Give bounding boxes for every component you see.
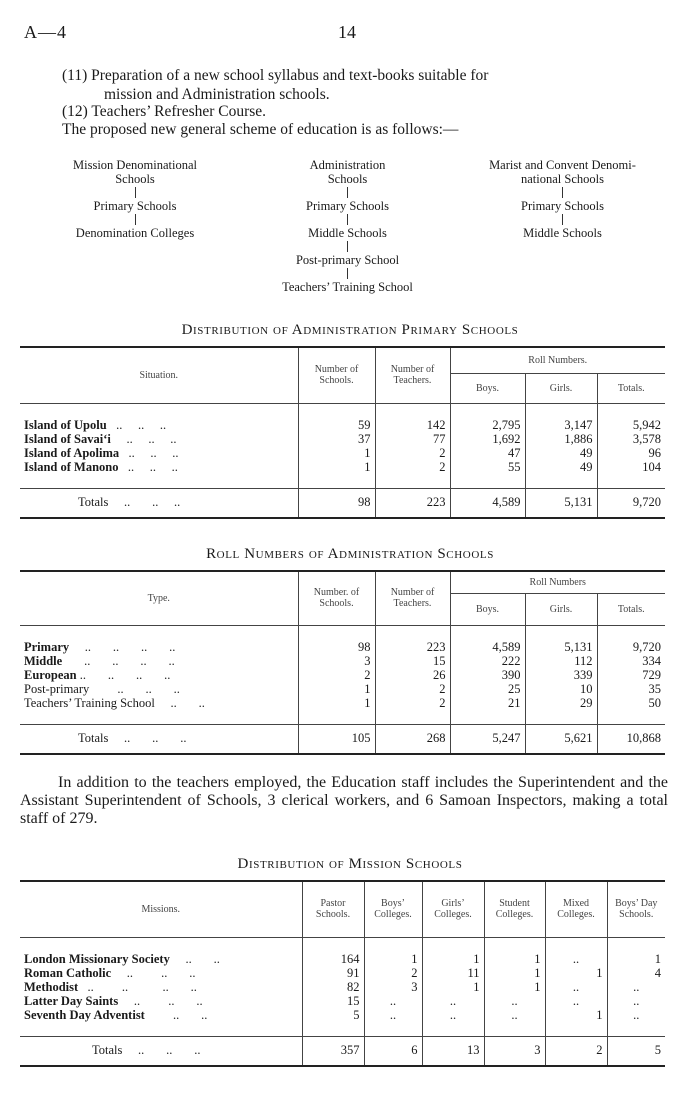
cell-boys: 222 [450, 654, 525, 668]
leader-dots: .. .. .. [111, 965, 196, 980]
cell-girls-colleges: 11 [422, 966, 484, 980]
cell-boys: 55 [450, 460, 525, 474]
table-row [20, 432, 665, 446]
table-row [20, 446, 665, 460]
leader-dots: .. .. .. .. [76, 667, 171, 682]
cell-teachers: 2 [375, 460, 450, 474]
table-row [20, 460, 665, 474]
table1-header-situation: Situation. [20, 347, 298, 403]
item-12: (12) Teachers’ Refresher Course. [62, 103, 267, 120]
cell-boys-colleges: 1 [364, 952, 422, 966]
table-row [20, 418, 665, 432]
leader-dots: .. .. .. [89, 681, 180, 696]
cell-girls: 112 [525, 654, 597, 668]
cell-totals: 35 [597, 682, 665, 696]
item-11-line2: mission and Administration schools. [104, 86, 330, 103]
row-label: Primary [24, 639, 70, 654]
row-label: Teachers’ Training School [24, 695, 155, 710]
table-row [20, 1008, 665, 1022]
cell-girls: 49 [525, 460, 597, 474]
cell-teachers: 142 [375, 418, 450, 432]
scheme-connector [562, 187, 563, 198]
cell-mixed-colleges: 1 [545, 1008, 607, 1022]
cell-totals: 729 [597, 668, 665, 682]
leader-dots: .. .. .. [118, 993, 203, 1008]
table-row [20, 952, 665, 966]
cell-girls: 29 [525, 696, 597, 710]
cell-schools: 1 [298, 460, 375, 474]
scheme-admin-middle: Middle Schools [308, 226, 387, 240]
table-row [20, 994, 665, 1008]
table2-caption: Roll Numbers of Administration Schools [206, 546, 494, 562]
cell-teachers: 2 [375, 446, 450, 460]
cell-girls-colleges: 13 [422, 1036, 484, 1061]
scheme-connector [347, 214, 348, 225]
cell-boys: 5,247 [450, 724, 525, 749]
cell-student-colleges: 1 [484, 966, 545, 980]
scheme-column-mission [50, 158, 220, 240]
scheme-mission-colleges: Denomination Colleges [75, 226, 195, 240]
leader-dots: .. .. .. [108, 494, 181, 509]
scheme-connector [347, 187, 348, 198]
table1-header-roll: Roll Numbers. [450, 347, 665, 373]
scheme-marist-title-2: national Schools [521, 172, 604, 186]
cell-girls: 1,886 [525, 432, 597, 446]
cell-schools: 1 [298, 682, 375, 696]
primary-schools-table [20, 346, 665, 519]
cell-teachers: 268 [375, 724, 450, 749]
leader-dots: .. .. .. [122, 1042, 201, 1057]
table2-header-boys: Boys. [450, 593, 525, 625]
cell-student-colleges: .. [484, 1008, 545, 1022]
cell-totals: 9,720 [597, 488, 665, 513]
cell-boys: 21 [450, 696, 525, 710]
report-code: A—4 [24, 22, 67, 42]
cell-pastor: 15 [302, 994, 364, 1008]
scheme-marist-primary: Primary Schools [521, 199, 604, 213]
cell-schools: 98 [298, 488, 375, 513]
cell-boys-day: .. [607, 994, 665, 1008]
table2-header-type: Type. [20, 571, 298, 625]
row-label: European [24, 667, 77, 682]
cell-boys-colleges: 6 [364, 1036, 422, 1061]
table-row [20, 654, 665, 668]
cell-boys-day: .. [607, 1008, 665, 1022]
item-11-line1: (11) Preparation of a new school syllabus and text-books suitable for [62, 67, 489, 84]
cell-boys-colleges: .. [364, 994, 422, 1008]
scheme-admin-title-2: Schools [327, 172, 368, 186]
scheme-admin-title-1: Administration [309, 158, 386, 172]
cell-girls: 10 [525, 682, 597, 696]
row-label: Island of Upolu [24, 417, 107, 432]
scheme-mission-primary: Primary Schools [93, 199, 177, 213]
cell-mixed-colleges: 1 [545, 966, 607, 980]
row-label: Island of Manono [24, 459, 119, 474]
cell-girls-colleges: .. [422, 994, 484, 1008]
leader-dots: .. .. .. .. [62, 653, 175, 668]
cell-totals: 3,578 [597, 432, 665, 446]
scheme-marist-title-1: Marist and Convent Denomi- [489, 158, 636, 172]
row-label: Totals [78, 730, 109, 745]
totals-row [20, 488, 665, 513]
scheme-admin-post-primary: Post-primary School [295, 253, 400, 267]
table2-header-girls: Girls. [525, 593, 597, 625]
table-row [20, 682, 665, 696]
leader-dots: .. .. .. [119, 445, 179, 460]
cell-schools: 37 [298, 432, 375, 446]
cell-teachers: 2 [375, 696, 450, 710]
table3-header-boys-colleges: Boys’ Colleges. [364, 881, 422, 937]
table3-header-student-colleges: Student Colleges. [484, 881, 545, 937]
cell-girls-colleges: 1 [422, 980, 484, 994]
cell-schools: 105 [298, 724, 375, 749]
cell-mixed-colleges: .. [545, 994, 607, 1008]
leader-dots: .. .. .. [108, 730, 187, 745]
cell-mixed-colleges: .. [545, 952, 607, 966]
cell-teachers: 223 [375, 488, 450, 513]
row-label: Seventh Day Adventist [24, 1007, 145, 1022]
table2-header-roll: Roll Numbers [450, 571, 665, 593]
scheme-admin-training: Teachers’ Training School [282, 280, 413, 294]
row-label: Middle [24, 653, 63, 668]
cell-boys-colleges: 2 [364, 966, 422, 980]
cell-boys: 390 [450, 668, 525, 682]
cell-mixed-colleges: 2 [545, 1036, 607, 1061]
row-label: Island of Apolima [24, 445, 120, 460]
cell-student-colleges: 3 [484, 1036, 545, 1061]
cell-pastor: 164 [302, 952, 364, 966]
cell-totals: 10,868 [597, 724, 665, 749]
cell-boys-day: 1 [607, 952, 665, 966]
scheme-column-administration [250, 158, 445, 294]
cell-girls: 3,147 [525, 418, 597, 432]
cell-pastor: 91 [302, 966, 364, 980]
cell-totals: 50 [597, 696, 665, 710]
leader-dots: .. .. .. [110, 431, 177, 446]
table3-header-mixed-colleges: Mixed Colleges. [545, 881, 607, 937]
cell-pastor: 5 [302, 1008, 364, 1022]
table1-header-boys: Boys. [450, 373, 525, 403]
cell-boys: 4,589 [450, 640, 525, 654]
cell-boys: 47 [450, 446, 525, 460]
cell-teachers: 15 [375, 654, 450, 668]
cell-schools: 1 [298, 696, 375, 710]
row-label: Latter Day Saints [24, 993, 119, 1008]
cell-teachers: 26 [375, 668, 450, 682]
table2-header-totals: Totals. [597, 593, 665, 625]
row-label: Island of Savai‘i [24, 431, 111, 446]
cell-schools: 1 [298, 446, 375, 460]
cell-boys: 25 [450, 682, 525, 696]
leader-dots: .. .. .. [118, 459, 178, 474]
scheme-connector [562, 214, 563, 225]
scheme-connector [347, 241, 348, 252]
row-label: Totals [92, 1042, 123, 1057]
totals-row [20, 1036, 665, 1061]
cell-teachers: 77 [375, 432, 450, 446]
table-row [20, 640, 665, 654]
cell-teachers: 2 [375, 682, 450, 696]
scheme-column-marist [450, 158, 675, 240]
table3-header-girls-colleges: Girls’ Colleges. [422, 881, 484, 937]
cell-girls: 339 [525, 668, 597, 682]
mission-schools-table [20, 880, 665, 1067]
cell-student-colleges: 1 [484, 952, 545, 966]
cell-girls: 5,131 [525, 640, 597, 654]
scheme-mission-title-2: Schools [115, 172, 155, 186]
table3-caption: Distribution of Mission Schools [237, 856, 463, 872]
table-row [20, 980, 665, 994]
cell-schools: 2 [298, 668, 375, 682]
leader-dots: .. .. [154, 695, 205, 710]
cell-pastor: 357 [302, 1036, 364, 1061]
table3-header-pastor: Pastor Schools. [302, 881, 364, 937]
table3-header-missions: Missions. [20, 881, 302, 937]
table1-header-schools: Number of Schools. [298, 347, 375, 403]
page-number: 14 [338, 22, 356, 42]
cell-pastor: 82 [302, 980, 364, 994]
cell-totals: 9,720 [597, 640, 665, 654]
cell-boys-day: 5 [607, 1036, 665, 1061]
row-label: Methodist [24, 979, 79, 994]
scheme-connector [135, 214, 136, 225]
table1-header-totals: Totals. [597, 373, 665, 403]
scheme-mission-title-1: Mission Denominational [73, 158, 197, 172]
row-label: Post-primary [24, 681, 90, 696]
table2-header-schools: Number. of Schools. [298, 571, 375, 625]
cell-boys: 4,589 [450, 488, 525, 513]
cell-totals: 5,942 [597, 418, 665, 432]
administration-schools-table [20, 570, 665, 755]
leader-dots: .. .. [144, 1007, 208, 1022]
cell-girls: 49 [525, 446, 597, 460]
cell-boys-day: .. [607, 980, 665, 994]
table-row [20, 668, 665, 682]
cell-girls: 5,131 [525, 488, 597, 513]
scheme-admin-primary: Primary Schools [306, 199, 389, 213]
scheme-connector [135, 187, 136, 198]
cell-student-colleges: .. [484, 994, 545, 1008]
table1-caption: Distribution of Administration Primary Schools [181, 322, 519, 338]
cell-boys-colleges: .. [364, 1008, 422, 1022]
cell-schools: 98 [298, 640, 375, 654]
cell-girls-colleges: .. [422, 1008, 484, 1022]
cell-girls: 5,621 [525, 724, 597, 749]
table1-header-girls: Girls. [525, 373, 597, 403]
row-label: Totals [78, 494, 109, 509]
cell-boys: 2,795 [450, 418, 525, 432]
cell-boys-colleges: 3 [364, 980, 422, 994]
leader-dots: .. .. [169, 951, 220, 966]
table1-header-teachers: Number of Teachers. [375, 347, 450, 403]
leader-dots: .. .. .. [106, 417, 167, 432]
scheme-lead: The proposed new general scheme of education is as follows:— [62, 121, 459, 138]
cell-schools: 59 [298, 418, 375, 432]
cell-boys: 1,692 [450, 432, 525, 446]
cell-schools: 3 [298, 654, 375, 668]
staff-paragraph: In addition to the teachers employed, the Education staff includes the Superintendent and the Assistant Superintendent of Schools, 3 clerical workers, and 6 Samoan Inspectors, making a total staff of 279. [20, 774, 668, 827]
table2-header-teachers: Number of Teachers. [375, 571, 450, 625]
leader-dots: .. .. .. .. [69, 639, 176, 654]
cell-mixed-colleges: .. [545, 980, 607, 994]
leader-dots: .. .. .. .. [78, 979, 197, 994]
cell-totals: 96 [597, 446, 665, 460]
row-label: Roman Catholic [24, 965, 112, 980]
table3-header-boys-day: Boys’ Day Schools. [607, 881, 665, 937]
cell-girls-colleges: 1 [422, 952, 484, 966]
cell-teachers: 223 [375, 640, 450, 654]
cell-totals: 334 [597, 654, 665, 668]
scheme-marist-middle: Middle Schools [523, 226, 602, 240]
table-row [20, 966, 665, 980]
cell-student-colleges: 1 [484, 980, 545, 994]
table-row [20, 696, 665, 710]
cell-boys-day: 4 [607, 966, 665, 980]
row-label: London Missionary Society [24, 951, 170, 966]
cell-totals: 104 [597, 460, 665, 474]
totals-row [20, 724, 665, 749]
scheme-connector [347, 268, 348, 279]
